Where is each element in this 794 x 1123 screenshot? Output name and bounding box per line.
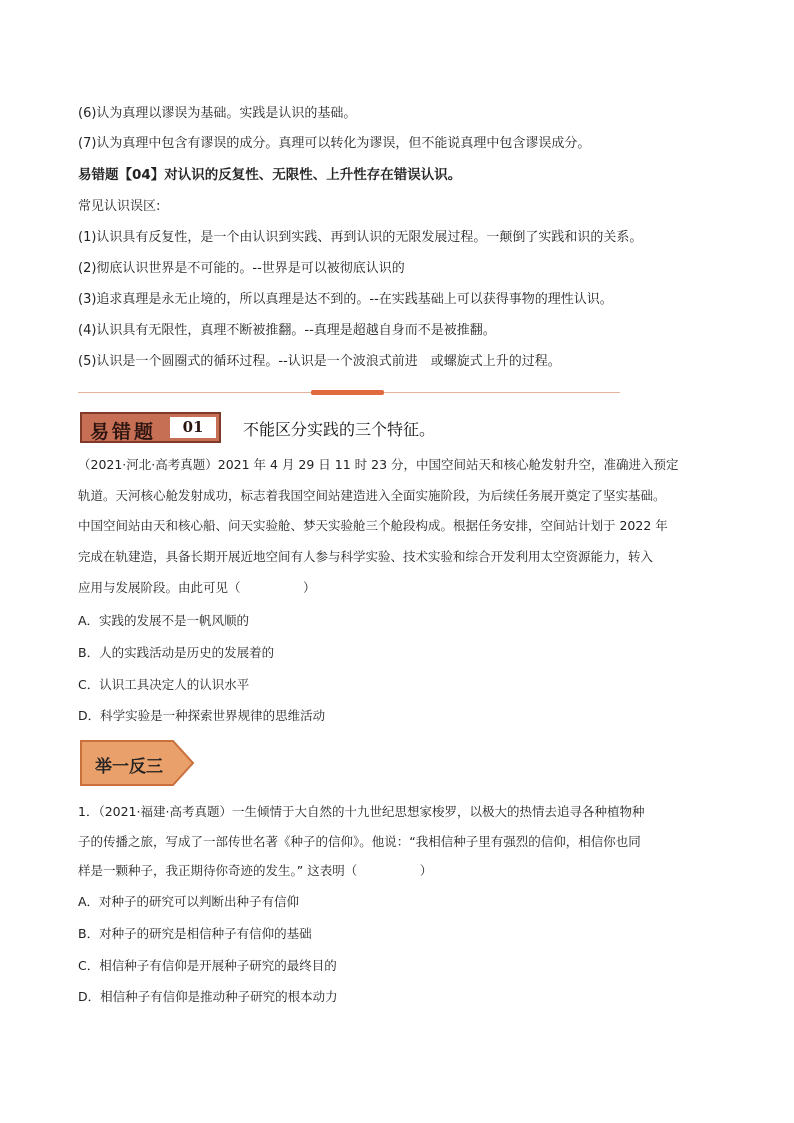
misconception-item: (2)彻底认识世界是不可能的。--世界是可以被彻底认识的 [78, 261, 405, 276]
error-heading: 易错题【04】对认识的反复性、无限性、上升性存在错误认识。 [78, 167, 462, 183]
badge-label: 易错题 [90, 421, 157, 443]
divider-accent [311, 390, 384, 395]
misconception-item: (3)追求真理是永无止境的，所以真理是达不到的。--在实践基础上可以获得事物的理性认识。 [78, 292, 613, 307]
misconception-item: (1)认识具有反复性，是一个由认识到实践、再到认识的无限发展过程。一颠倒了实践和识的关系。 [78, 230, 643, 245]
badge-number: 01 [170, 417, 216, 438]
question-line: 应用与发展阶段。由此可见（ ） [78, 580, 316, 595]
question-line: （2021·河北·高考真题）2021 年 4 月 29 日 11 时 23 分，中国空间站天和核心舱发射升空，准确进入预定 [78, 457, 679, 472]
section-title: 不能区分实践的三个特征。 [243, 420, 436, 439]
question-line: 1．（2021·福建·高考真题）一生倾情于大自然的十九世纪思想家梭罗，以极大的热情去追寻各种植物种 [78, 804, 645, 819]
question-line: 轨道。天河核心舱发射成功，标志着我国空间站建造进入全面实施阶段，为后续任务展开奠定了坚实基础。 [78, 488, 666, 503]
option-a: A．对种子的研究可以判断出种子有信仰 [78, 894, 300, 909]
error-badge [80, 412, 221, 443]
question-line: 样是一颗种子，我正期待你奇迹的发生。” 这表明（ ） [78, 863, 433, 878]
option-c: C．相信种子有信仰是开展种子研究的最终目的 [78, 958, 337, 973]
question-line: 完成在轨建造，具备长期开展近地空间有人参与科学实验、技术实验和综合开发利用太空资源能力，转入 [78, 549, 654, 564]
question-line: 子的传播之旅，写成了一部传世名著《种子的信仰》。他说：“我相信种子里有强烈的信仰，相信你也同 [78, 834, 641, 849]
practice-label: 举一反三 [95, 757, 163, 777]
option-c: C．认识工具决定人的认识水平 [78, 677, 250, 692]
option-d: D．科学实验是一种探索世界规律的思维活动 [78, 708, 326, 723]
point-6: (6)认为真理以谬误为基础。实践是认识的基础。 [78, 106, 357, 121]
misconception-label: 常见认识误区: [78, 199, 161, 214]
misconception-item: (4)认识具有无限性，真理不断被推翻。--真理是超越自身而不是被推翻。 [78, 323, 496, 338]
option-d: D．相信种子有信仰是推动种子研究的根本动力 [78, 989, 338, 1004]
point-7: (7)认为真理中包含有谬误的成分。真理可以转化为谬误，但不能说真理中包含谬误成分。 [78, 136, 591, 151]
option-a: A．实践的发展不是一帆风顺的 [78, 613, 250, 628]
option-b: B．人的实践活动是历史的发展着的 [78, 645, 275, 660]
misconception-item: (5)认识是一个圆圈式的循环过程。--认识是一个波浪式前进 或螺旋式上升的过程。 [78, 354, 561, 369]
option-b: B．对种子的研究是相信种子有信仰的基础 [78, 926, 312, 941]
question-line: 中国空间站由天和核心船、问天实验舱、梦天实验舱三个舱段构成。根据任务安排，空间站计划于 2022 年 [78, 518, 668, 533]
